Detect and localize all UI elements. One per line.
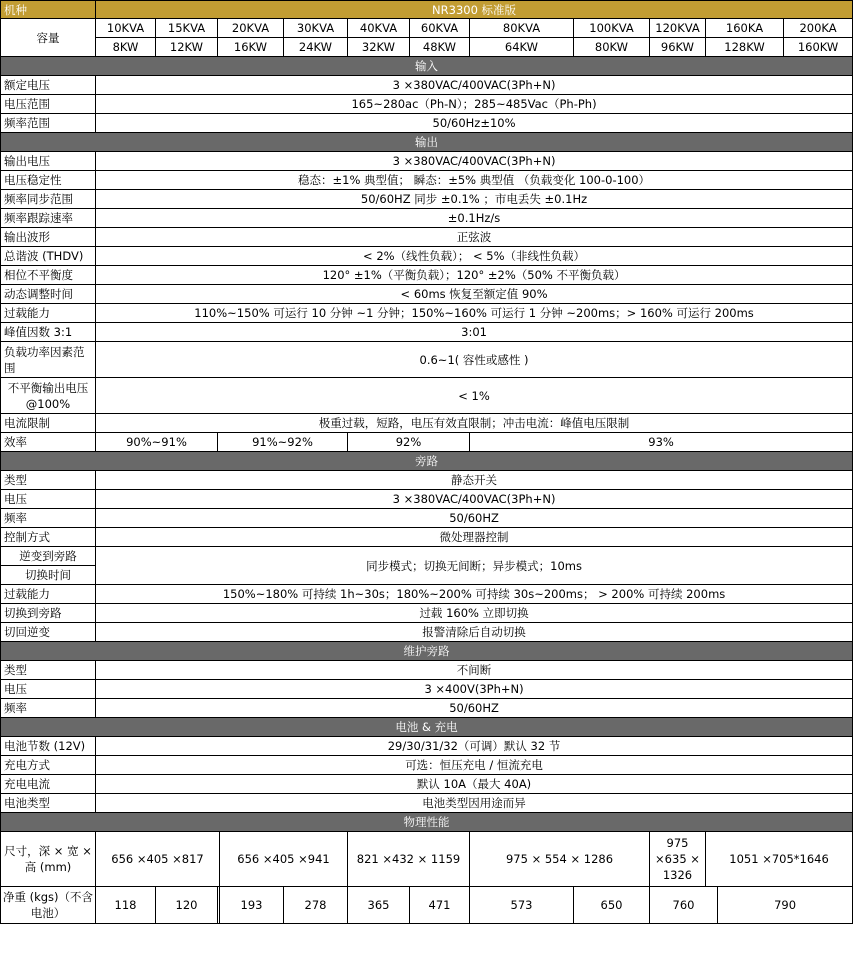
- row-label: 类型: [1, 471, 96, 490]
- row-label: 过载能力: [1, 304, 96, 323]
- row-label: 充电电流: [1, 775, 96, 794]
- section-maint-title: 维护旁路: [1, 642, 853, 661]
- kva-cell: 40KVA: [348, 19, 410, 38]
- row-label: 充电方式: [1, 756, 96, 775]
- row-label: 频率跟踪速率: [1, 209, 96, 228]
- row-label: 切换时间: [1, 566, 96, 585]
- row-label: 切回逆变: [1, 623, 96, 642]
- kw-cell: 24KW: [284, 38, 348, 57]
- kw-cell: 160KW: [784, 38, 853, 57]
- row-value: < 1%: [96, 378, 853, 414]
- size-cell: 656 ×405 ×817: [96, 832, 220, 887]
- row-value: 稳态：±1% 典型值； 瞬态：±5% 典型值 （负载变化 100-0-100）: [96, 171, 853, 190]
- row-value: 可选：恒压充电 / 恒流充电: [96, 756, 853, 775]
- row-value: < 2%（线性负载）； < 5%（非线性负载）: [96, 247, 853, 266]
- row-value: 3 ×380VAC/400VAC(3Ph+N): [96, 490, 853, 509]
- section-input-title: 输入: [1, 57, 853, 76]
- row-label: 输出电压: [1, 152, 96, 171]
- row-value: < 60ms 恢复至额定值 90%: [96, 285, 853, 304]
- kw-cell: 32KW: [348, 38, 410, 57]
- row-value: 默认 10A（最大 40A): [96, 775, 853, 794]
- row-value: 极重过载，短路，电压有效直限制；冲击电流：峰值电压限制: [96, 414, 853, 433]
- row-label: 频率: [1, 509, 96, 528]
- row-value: 165~280ac（Ph-N）；285~485Vac（Ph-Ph): [96, 95, 853, 114]
- row-label: 额定电压: [1, 76, 96, 95]
- row-label: 逆变到旁路: [1, 547, 96, 566]
- kw-cell: 80KW: [574, 38, 650, 57]
- row-label: 电流限制: [1, 414, 96, 433]
- row-value: 同步模式；切换无间断；异步模式；10ms: [96, 547, 853, 585]
- kw-cell: 128KW: [706, 38, 784, 57]
- model-label: 机种: [1, 1, 96, 19]
- row-label: 切换到旁路: [1, 604, 96, 623]
- size-cell: 1051 ×705*1646: [706, 832, 853, 887]
- kva-cell: 20KVA: [218, 19, 284, 38]
- row-value: 过载 160% 立即切换: [96, 604, 853, 623]
- efficiency-cell: 91%~92%: [218, 433, 348, 452]
- row-label: 电池节数 (12V): [1, 737, 96, 756]
- size-cell: 656 ×405 ×941: [220, 832, 348, 887]
- section-bypass-title: 旁路: [1, 452, 853, 471]
- row-value: ±0.1Hz/s: [96, 209, 853, 228]
- kw-cell: 8KW: [96, 38, 156, 57]
- weight-cell: 650: [574, 887, 650, 924]
- efficiency-cell: 92%: [348, 433, 470, 452]
- row-value: 120° ±1%（平衡负载）；120° ±2%（50% 不平衡负载）: [96, 266, 853, 285]
- row-value: 报警清除后自动切换: [96, 623, 853, 642]
- row-value: 电池类型因用途而异: [96, 794, 853, 813]
- kw-cell: 48KW: [410, 38, 470, 57]
- kva-cell: 100KVA: [574, 19, 650, 38]
- row-value: 3 ×400V(3Ph+N): [96, 680, 853, 699]
- kva-cell: 30KVA: [284, 19, 348, 38]
- size-cell: 821 ×432 × 1159: [348, 832, 470, 887]
- capacity-label: 容量: [1, 19, 96, 57]
- row-value: 50/60Hz±10%: [96, 114, 853, 133]
- weight-cell: 365: [348, 887, 410, 924]
- row-label: 负载功率因素范围: [1, 342, 96, 378]
- efficiency-label: 效率: [1, 433, 96, 452]
- row-label: 电池类型: [1, 794, 96, 813]
- row-label: 电压: [1, 490, 96, 509]
- row-value: 29/30/31/32（可调）默认 32 节: [96, 737, 853, 756]
- row-value: 0.6~1( 容性或感性 ): [96, 342, 853, 378]
- weight-cell: 471: [410, 887, 470, 924]
- kva-cell: 200KA: [784, 19, 853, 38]
- weight-cell: 118: [96, 887, 156, 924]
- section-output-title: 输出: [1, 133, 853, 152]
- row-label: 控制方式: [1, 528, 96, 547]
- weight-cell: 760: [650, 887, 718, 924]
- kva-cell: 15KVA: [156, 19, 218, 38]
- row-label: 电压稳定性: [1, 171, 96, 190]
- kva-cell: 120KVA: [650, 19, 706, 38]
- row-value: 微处理器控制: [96, 528, 853, 547]
- weight-cell: 193: [220, 887, 284, 924]
- weight-cell: 573: [470, 887, 574, 924]
- size-label: 尺寸，深 × 宽 × 高 (mm): [1, 832, 96, 887]
- kw-cell: 96KW: [650, 38, 706, 57]
- row-label: 峰值因数 3:1: [1, 323, 96, 342]
- row-label: 频率范围: [1, 114, 96, 133]
- row-label: 类型: [1, 661, 96, 680]
- row-value: 50/60HZ 同步 ±0.1% ；市电丢失 ±0.1Hz: [96, 190, 853, 209]
- row-label: 动态调整时间: [1, 285, 96, 304]
- weight-cell: 790: [718, 887, 853, 924]
- kva-cell: 80KVA: [470, 19, 574, 38]
- row-value: 不间断: [96, 661, 853, 680]
- row-label: 相位不平衡度: [1, 266, 96, 285]
- row-value: 50/60HZ: [96, 699, 853, 718]
- kva-cell: 160KA: [706, 19, 784, 38]
- weight-cell: 278: [284, 887, 348, 924]
- kw-cell: 16KW: [218, 38, 284, 57]
- weight-cell: 120: [156, 887, 218, 924]
- row-label: 频率: [1, 699, 96, 718]
- row-value: 50/60HZ: [96, 509, 853, 528]
- row-value: 3:01: [96, 323, 853, 342]
- row-label: 不平衡输出电压 @100%: [1, 378, 96, 414]
- row-label: 总谐波 (THDV): [1, 247, 96, 266]
- row-label: 过载能力: [1, 585, 96, 604]
- row-label: 电压范围: [1, 95, 96, 114]
- efficiency-cell: 90%~91%: [96, 433, 218, 452]
- kw-cell: 12KW: [156, 38, 218, 57]
- row-value: 静态开关: [96, 471, 853, 490]
- weight-label: 净重 (kgs)（不含电池）: [1, 887, 96, 924]
- row-label: 频率同步范围: [1, 190, 96, 209]
- row-value: 3 ×380VAC/400VAC(3Ph+N): [96, 152, 853, 171]
- row-label: 输出波形: [1, 228, 96, 247]
- kw-cell: 64KW: [470, 38, 574, 57]
- size-cell: 975 × 554 × 1286: [470, 832, 650, 887]
- kva-cell: 10KVA: [96, 19, 156, 38]
- section-physical-title: 物理性能: [1, 813, 853, 832]
- row-label: 电压: [1, 680, 96, 699]
- row-value: 150%~180% 可持续 1h~30s；180%~200% 可持续 30s~200ms； > 200% 可持续 200ms: [96, 585, 853, 604]
- size-cell: 975 ×635 × 1326: [650, 832, 706, 887]
- section-battery-title: 电池 & 充电: [1, 718, 853, 737]
- kva-cell: 60KVA: [410, 19, 470, 38]
- row-value: 3 ×380VAC/400VAC(3Ph+N): [96, 76, 853, 95]
- series-title: NR3300 标准版: [96, 1, 853, 19]
- row-value: 正弦波: [96, 228, 853, 247]
- row-value: 110%~150% 可运行 10 分钟 ~1 分钟；150%~160% 可运行 1 分钟 ~200ms；> 160% 可运行 200ms: [96, 304, 853, 323]
- efficiency-cell: 93%: [470, 433, 853, 452]
